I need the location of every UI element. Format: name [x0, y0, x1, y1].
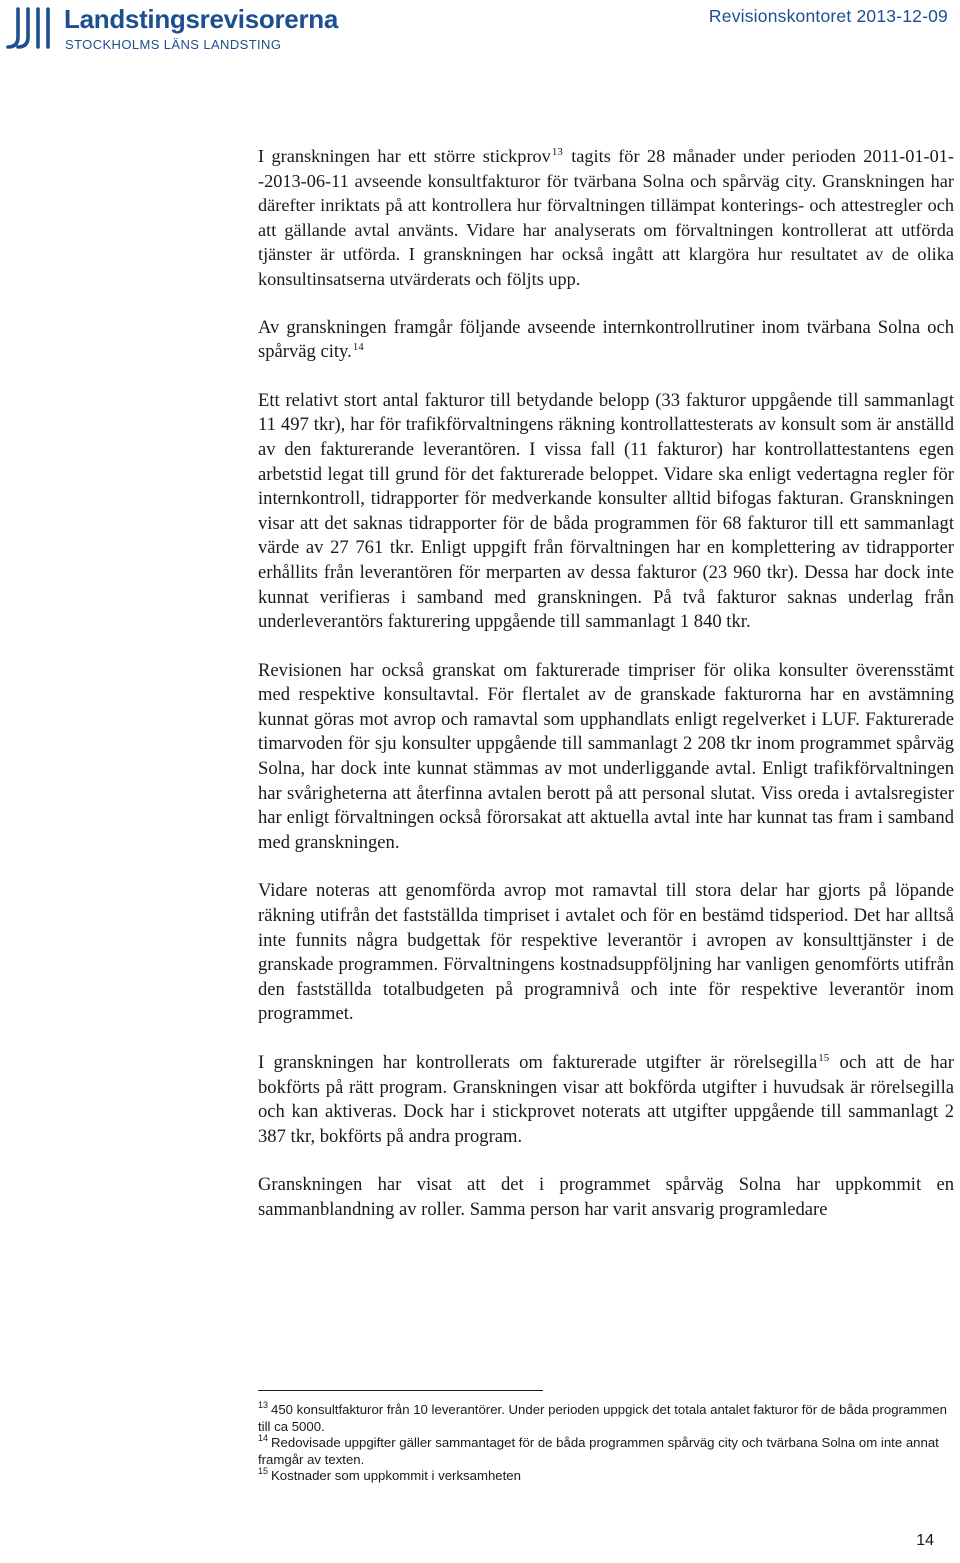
page-number: 14: [916, 1532, 934, 1549]
page-header: [0, 0, 960, 60]
footnote-13: $^{13}$ 450 konsultfakturor från 10 leverantörer. Under perioden uppgick det totala antalet fakturor för de båda programmen till ca 5000.: [258, 1400, 947, 1434]
footnote-ref-13: 13: [551, 146, 563, 158]
paragraph-hourly-rates: Revisionen har också granskat om fakturerade timpriser för olika konsulter överensstämt med respektive konsultavtal. För flertalet av de granskade fakturorna har en avstämning kunnat göras mot avrop och ramavtal som upphandlats enligt regelverket i LUF. Fakturerade timarvoden för sju konsulter uppgående till sammanlagt 2 208 tkr inom programmet spårväg Solna, har dock inte kunnat stämmas av mot underliggande avtal. Enligt trafikförvaltningen har svårigheterna att återfinna avtalen berott på att personal slutat. Viss oreda i avtalsregister har enligt förvaltningen också förorsakat att aktuella avtal inte har kunnat tas fram i samband med granskningen.: [258, 659, 954, 853]
paragraph-role-mixing: Granskningen har visat att det i programmet spårväg Solna har uppkommit en sammanblandning av roller. Samma person har varit ansvarig programledare: [258, 1174, 954, 1220]
footnote-ref-14: 14: [352, 341, 364, 354]
footnotes: [258, 1402, 958, 1485]
paragraph-findings-intro: Av granskningen framgår följande avseende internkontrollrutiner inom tvärbana Solna och spårväg city.$^{14}$: [258, 316, 954, 363]
document-office-date: Revisionskontoret 2013-12-09: [708, 6, 948, 26]
paragraph-sample-scope: I granskningen har ett större stickprov$^{13}$ tagits för 28 månader under perioden 2011-01-01--2013-06-11 avseende konsultfakturor för tvärbana Solna och spårväg city. Granskningen har därefter inriktats på att kontrollera hur förvaltningen tillämpat konterings- och attestregler och att gällande avtal använts. Vidare har analyserats om förvaltningen kontrollerat att utförda tjänster är utförda. I granskningen har också ingått att klargöra hur resultatet av de olika konsultinsatserna utvärderats och följts upp.: [258, 146, 954, 289]
organization-name: Landstingsrevisorerna: [64, 4, 339, 34]
paragraph-framework-calloffs: Vidare noteras att genomförda avrop mot ramavtal till stora delar har gjorts på löpande räkning utifrån det fastställda timpriset i avtalet och för en bestämd tidsperiod. Det har alltså inte funnits några budgettak för respektive leverantör i avropen av konsulttjänster i de granskade programmen. Förvaltningens kostnadsuppföljning har vanligen genomförts utifrån den fastställda totalbudgeten på programnivå och inte för respektive leverantör inom programmet.: [258, 880, 954, 1025]
body-text: [258, 144, 954, 1247]
footnote-ref-15: 15: [818, 1052, 830, 1064]
footnote-15: $^{15}$ Kostnader som uppkommit i verksamheten: [258, 1466, 521, 1483]
paragraph-invoice-attestation: Ett relativt stort antal fakturor till betydande belopp (33 fakturor uppgående till sammanlagt 11 497 tkr), har för trafikförvaltningens räkning kontrollattesterats av konsult som är anställd av den fakturerande leverantören. I vissa fall (11 fakturor) har kontrollattestantens egen arbetstid legat till grund för det fakturerade beloppet. Vidare ska enligt vedertagna regler för internkontroll, tidrapporter för medverkande konsulter alltid bifogas fakturan. Granskningen visar att det saknas tidrapporter för de båda programmen för 68 fakturor till ett sammanlagt värde av 27 761 tkr. Enligt uppgift från förvaltningen har en komplettering av tidrapporter erhållits från leverantören för merparten av dessa fakturor (23 960 tkr). Dessa har dock inte kunnat verifieras i samband med granskningen. På två fakturor saknas underlag från underleverantörs fakturering uppgående till sammanlagt 1 840 tkr.: [258, 389, 954, 633]
landstinget-logo-icon: [6, 7, 52, 51]
footnote-separator: [258, 1390, 543, 1391]
paragraph-capitalization: I granskningen har kontrollerats om fakturerade utgifter är rörelsegilla$^{15}$ och att de har bokförts på rätt program. Granskningen visar att bokförda utgifter i huvudsak är rörelsegilla och kan aktiveras. Dock har i stickprovet noterats att utgifter uppgående till sammanlagt 2 387 tkr, bokförts på andra program.: [258, 1052, 954, 1147]
footnote-14: $^{14}$ Redovisade uppgifter gäller sammantaget för de båda programmen spårväg city och tvärbana Solna om inte annat framgår av texten.: [258, 1433, 939, 1467]
organization-subtitle: STOCKHOLMS LÄNS LANDSTING: [65, 37, 282, 52]
